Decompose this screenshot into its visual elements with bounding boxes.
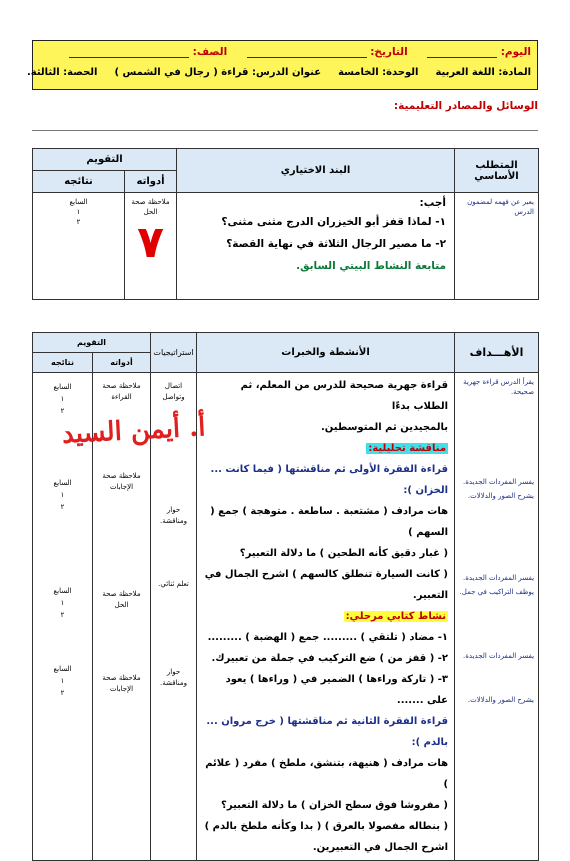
goal-4: يفسر المفردات الجديدة. <box>463 574 535 582</box>
tool-3: ملاحظة صحة الحل <box>102 590 141 609</box>
tool-4: ملاحظة صحة الإجابات <box>102 674 141 693</box>
result-1: ١ <box>76 208 81 216</box>
grade-number: ٧ <box>137 217 164 268</box>
header-results-2: نتائجه <box>33 353 93 373</box>
result-2: ٢ <box>60 689 65 697</box>
result-1: ١ <box>60 677 65 685</box>
strategy-1: اتصال وتواصل <box>162 382 185 401</box>
tools-cell <box>125 193 177 300</box>
results-cell <box>33 193 125 300</box>
teaching-means-label: الوسائل والمصادر التعليمية: <box>393 100 538 112</box>
header-row-2 <box>26 67 531 85</box>
unit-text: الوحدة: الخامسة <box>338 67 419 78</box>
lesson-text: عنوان الدرس: قراءة ( رجال في الشمس ) <box>114 67 322 78</box>
result-label: السابع <box>69 198 88 206</box>
header-strategies: استراتيجيات <box>151 333 197 373</box>
strategy-4: حوار ومناقشة. <box>160 668 187 687</box>
result-1: ١ <box>60 395 65 403</box>
writing-label: نشاط كتابي مرحلي: <box>345 611 447 622</box>
result-label: السابع <box>53 479 72 487</box>
header-goals: الأهـــداف <box>455 333 539 373</box>
result-2: ٢ <box>60 503 65 511</box>
goal-3: يشرح الصور والدلالات. <box>467 492 535 500</box>
analysis-heading <box>203 438 448 459</box>
result-group-3 <box>34 585 91 621</box>
activity-10: قراءة الفقرة الثانية ثم مناقشتها ( خرج مروان ... بالدم ): <box>206 716 449 748</box>
activity-2: بالمجيدين ثم المتوسطين. <box>320 422 449 433</box>
result-2: ٢ <box>76 218 81 226</box>
tool-2: ملاحظة صحة الإجابات <box>102 472 141 491</box>
header-optional-item: البند الاختياري <box>177 149 455 193</box>
strategies-cell <box>151 373 197 861</box>
optional-content-cell <box>177 193 455 300</box>
result-1: ١ <box>60 491 65 499</box>
means-line <box>32 130 538 131</box>
result-2: ٢ <box>60 407 65 415</box>
goal-7: يشرح الصور والدلالات. <box>467 696 535 704</box>
result-label: السابع <box>53 665 72 673</box>
strategy-3: تعلم ثنائي. <box>158 580 189 588</box>
date-blank <box>247 47 367 58</box>
day-blank <box>427 47 497 58</box>
activity-14: اشرح الجمال في التعبيرين. <box>312 842 449 853</box>
table-activities <box>32 332 539 861</box>
activity-1: قراءة جهرية صحيحة للدرس من المعلم، ثم الطلاب بدءًا <box>240 380 449 412</box>
goal-1: يقرأ الدرس قراءة جهرية صحيحة. <box>463 378 535 396</box>
goal-6: يفسر المفردات الجديدة. <box>463 652 535 660</box>
activities-cell <box>197 373 455 861</box>
goal-5: يوظف التراكيب في جمل. <box>459 588 535 596</box>
subject-text: المادة: اللغة العربية <box>435 67 531 78</box>
tool-text: ملاحظة صحة الحل <box>131 198 170 216</box>
day-label: اليوم: <box>500 46 531 58</box>
goal-2: يفسر المفردات الجديدة. <box>463 478 535 486</box>
result-2: ٢ <box>60 611 65 619</box>
activity-13: ( بنطاله مفصولا بالعرق ) ( بدا وكأنه ملطخ بالدم ) <box>204 821 449 832</box>
header-tools-2: أدواته <box>93 353 151 373</box>
question-1: ١- لماذا قفز أبو الخيزران الدرج مثنى مثنى؟ <box>221 216 447 228</box>
activity-11: هات مرادف ( هنيهة، بتنشق، ملطخ ) مفرد ( علائم ) <box>205 758 449 790</box>
header-box <box>26 40 538 90</box>
activity-4: هات مرادف ( مشتعبة . ساطعة . متوهجة ) جمع ( السهم ) <box>210 506 449 538</box>
header-activities: الأنشطة والخبرات <box>197 333 455 373</box>
analysis-label: مناقشة تحليلية: <box>368 443 447 454</box>
period-text: الحصة: الثالثة. <box>26 67 98 78</box>
question-2: ٢- ما مصير الرجال الثلاثة في نهاية القصة؟ <box>226 238 447 250</box>
tool-1: ملاحظة صحة القراءة <box>102 382 141 401</box>
activity-12: ( مفروشا فوق سطح الخزان ) ما دلالة التعبير؟ <box>221 800 449 811</box>
header-evaluation: التقويم <box>33 149 177 171</box>
basic-req-cell <box>455 193 539 300</box>
class-label: الصف: <box>192 46 228 58</box>
result-group-2 <box>34 477 91 513</box>
goals-cell <box>455 373 539 861</box>
activity-8: ٢- ( قفز من ) ضع التركيب في جملة من تعبيرك. <box>211 653 449 664</box>
header-results: نتائجه <box>33 171 125 193</box>
result-group-1 <box>34 381 91 417</box>
result-1: ١ <box>60 599 65 607</box>
activity-7: ١- مضاد ( تلتقي ) ......... جمع ( الهضبة ) ......... <box>207 632 449 643</box>
activity-9: ٣- ( تاركة وراءها ) الضمير في ( وراءها ) يعود على ....... <box>225 674 449 706</box>
result-group-4 <box>34 663 91 699</box>
header-basic-req: المتطلب الأساسي <box>455 149 539 193</box>
table-optional-item <box>32 148 539 300</box>
header-evaluation-2: التقويم <box>33 333 151 353</box>
answer-label: أجب: <box>419 197 447 209</box>
header-tools: أدواته <box>125 171 177 193</box>
basic-req-text: يعبر عن فهمه لمضمون الدرس <box>467 198 535 216</box>
class-blank <box>69 47 189 58</box>
header-row-1 <box>39 46 531 64</box>
writing-heading <box>203 606 448 627</box>
followup-text: متابعة النشاط البيتي السابق. <box>296 260 447 272</box>
result-label: السابع <box>53 383 72 391</box>
result-label: السابع <box>53 587 72 595</box>
strategy-2: حوار ومناقشة. <box>160 506 187 525</box>
activity-5: ( غبار دقيق كأنه الطحين ) ما دلالة التعبير؟ <box>239 548 449 559</box>
activity-6: ( كانت السيارة تنطلق كالسهم ) اشرح الجمال في التعبير. <box>204 569 449 601</box>
activity-3: قراءة الفقرة الأولى ثم مناقشتها ( فيما كانت ... الخزان ): <box>210 464 449 496</box>
teacher-signature: أ. أيمن السيد <box>61 412 207 450</box>
date-label: التاريخ: <box>370 46 408 58</box>
